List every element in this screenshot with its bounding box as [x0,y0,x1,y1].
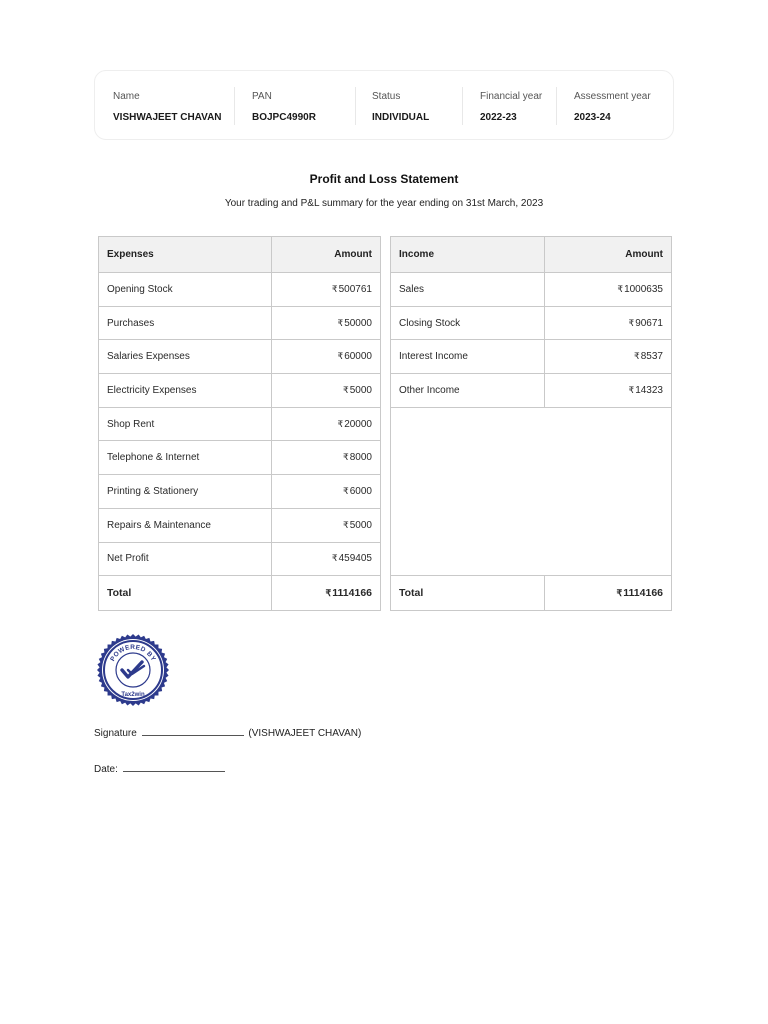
income-header: Income [391,237,545,273]
divider [462,87,463,125]
total-amount: ₹1114166 [272,576,381,611]
rupee-icon: ₹ [325,588,332,599]
rupee-icon: ₹ [628,317,635,328]
assessment-year-field [574,87,651,125]
pan-value: BOJPC4990R [252,112,316,123]
row-label: Purchases [99,306,272,340]
row-label: Sales [391,273,545,307]
expenses-table [98,236,381,611]
pan-label: PAN [252,91,272,102]
row-label: Printing & Stationery [99,475,272,509]
row-label: Salaries Expenses [99,340,272,374]
rupee-icon: ₹ [628,384,635,395]
row-label: Shop Rent [99,407,272,441]
pan-field [252,87,316,125]
assessment-year-label: Assessment year [574,91,651,102]
row-label: Telephone & Internet [99,441,272,475]
row-amount: ₹50000 [272,306,381,340]
row-amount: ₹459405 [272,542,381,576]
empty-filler-row [391,407,672,576]
rupee-icon: ₹ [331,553,338,564]
row-amount: ₹6000 [272,475,381,509]
row-amount: ₹60000 [272,340,381,374]
row-label: Other Income [391,374,545,408]
expenses-header: Expenses [99,237,272,273]
rupee-icon: ₹ [337,418,344,429]
rupee-icon: ₹ [343,485,349,496]
income-table [390,236,672,611]
signer-name: (VISHWAJEET CHAVAN) [248,728,362,739]
rupee-icon: ₹ [343,384,349,395]
date-label: Date: [94,764,118,775]
svg-text:Tax2win: Tax2win [121,692,145,698]
income-body [391,273,672,576]
rupee-icon: ₹ [616,588,623,599]
date-line [94,763,227,775]
amount-header: Amount [272,237,381,273]
divider [556,87,557,125]
table-row [99,306,381,340]
name-value: VISHWAJEET CHAVAN [113,112,222,123]
status-field [372,87,429,125]
rupee-icon: ₹ [343,519,349,530]
signature-line [94,727,361,739]
signature-label: Signature [94,728,137,739]
name-label: Name [113,91,140,102]
row-amount: ₹5000 [272,508,381,542]
row-label: Net Profit [99,542,272,576]
rupee-icon: ₹ [617,283,624,294]
empty-cell [391,407,672,576]
income-total-row [391,576,672,611]
table-header-row [391,237,672,273]
row-amount: ₹5000 [272,374,381,408]
assessment-year-value: 2023-24 [574,112,611,123]
table-row [99,508,381,542]
row-amount: ₹8000 [272,441,381,475]
row-label: Electricity Expenses [99,374,272,408]
row-amount: ₹500761 [272,273,381,307]
table-row [99,441,381,475]
table-row [391,273,672,307]
date-blank[interactable] [123,763,225,772]
table-row [99,475,381,509]
table-row [391,340,672,374]
row-amount: ₹8537 [545,340,672,374]
financial-year-value: 2022-23 [480,112,517,123]
row-amount: ₹1000635 [545,273,672,307]
divider [234,87,235,125]
expenses-body [99,273,381,576]
amount-header: Amount [545,237,672,273]
statement-subtitle: Your trading and P&L summary for the year ending on 31st March, 2023 [224,198,544,209]
rupee-icon: ₹ [337,351,344,362]
double-check-badge-icon [96,634,170,706]
financial-year-field [480,87,542,125]
divider [355,87,356,125]
table-row [99,407,381,441]
row-amount: ₹20000 [272,407,381,441]
signature-blank[interactable] [142,727,244,736]
svg-text:POWERED BY: POWERED BY [109,643,157,663]
total-label: Total [391,576,545,611]
table-row [391,374,672,408]
row-label: Interest Income [391,340,545,374]
table-row [99,273,381,307]
rupee-icon: ₹ [331,283,338,294]
table-row [391,306,672,340]
financial-year-label: Financial year [480,91,543,102]
powered-by-seal [96,634,170,706]
expenses-total-row [99,576,381,611]
row-amount: ₹90671 [545,306,672,340]
table-row [99,374,381,408]
name-field [113,87,222,125]
total-label: Total [99,576,272,611]
table-header-row [99,237,381,273]
table-row [99,340,381,374]
rupee-icon: ₹ [634,351,640,362]
rupee-icon: ₹ [343,452,349,463]
rupee-icon: ₹ [337,317,344,328]
row-amount: ₹14323 [545,374,672,408]
table-row [99,542,381,576]
status-value: INDIVIDUAL [372,112,430,123]
taxpayer-info-card [94,70,674,140]
statement-title: Profit and Loss Statement [309,172,459,186]
total-amount: ₹1114166 [545,576,672,611]
row-label: Repairs & Maintenance [99,508,272,542]
row-label: Opening Stock [99,273,272,307]
row-label: Closing Stock [391,306,545,340]
status-label: Status [372,91,401,102]
